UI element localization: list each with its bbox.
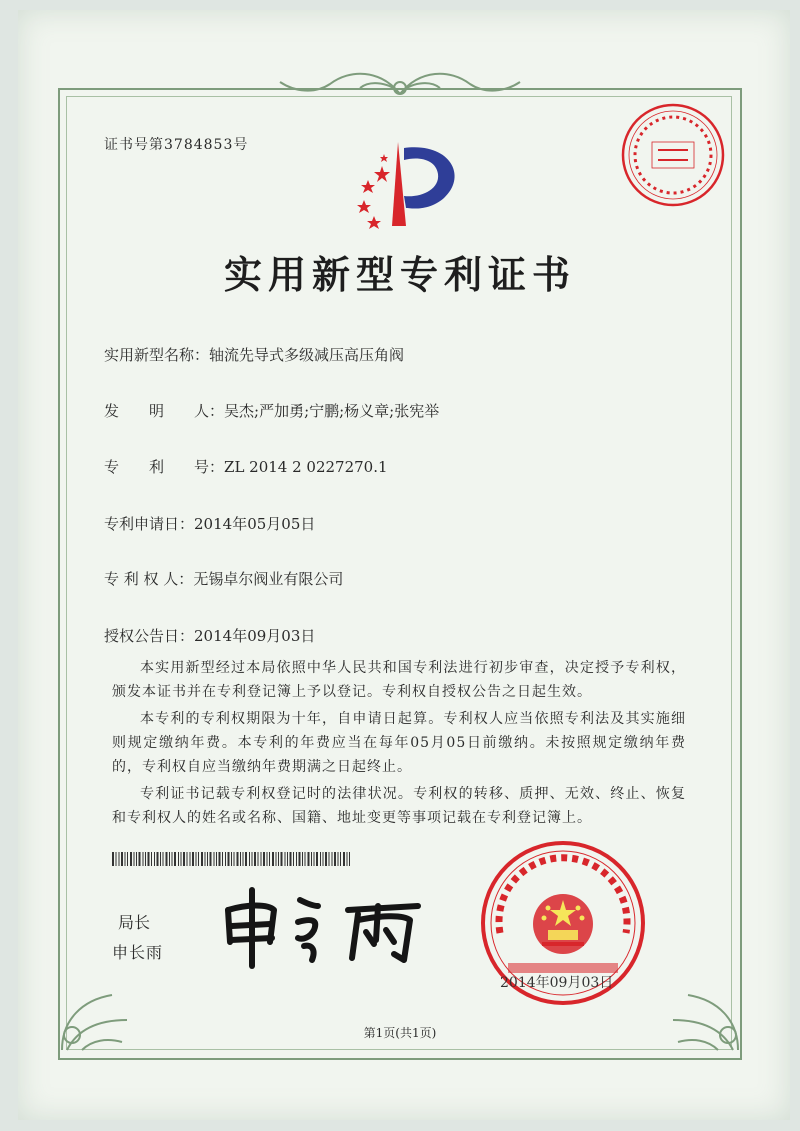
bottom-right-ornament — [658, 980, 748, 1060]
director-signature — [218, 880, 428, 970]
field-label: 发 明 人： — [104, 402, 225, 420]
certificate-title: 实用新型专利证书 — [223, 252, 576, 297]
director-title: 局长 — [118, 913, 151, 932]
seal-date: 2014年09月03日 — [500, 975, 614, 991]
patent-office-logo — [340, 136, 470, 236]
director-name: 申长雨 — [112, 943, 164, 962]
page-number: 第1页(共1页) — [363, 1026, 437, 1040]
certificate-description — [112, 656, 686, 833]
field-label: 专 利 权 人： — [104, 570, 194, 588]
description-paragraph: 专利证书记载专利权登记时的法律状况。专利权的转移、质押、无效、终止、恢复和专利权人的姓名或名称、国籍、地址变更等事项记载在专利登记簿上。 — [112, 786, 686, 826]
field-value: 2014年09月03日 — [194, 627, 316, 645]
field-label: 专 利 号： — [104, 458, 225, 476]
field-value: ZL 2014 2 0227270.1 — [224, 458, 388, 476]
bottom-left-ornament — [52, 980, 142, 1060]
field-label: 授权公告日： — [104, 627, 195, 645]
printing-seal — [618, 100, 728, 210]
field-value: 轴流先导式多级减压高压角阀 — [209, 346, 405, 364]
certificate-number: 证书号第3784853号 — [104, 137, 249, 153]
field-value: 无锡卓尔阀业有限公司 — [193, 570, 344, 588]
field-label: 专利申请日： — [104, 515, 195, 533]
field-patent-number — [104, 456, 388, 477]
field-patentee — [104, 568, 343, 589]
field-label: 实用新型名称： — [104, 346, 210, 364]
field-utility-model-name — [104, 344, 404, 365]
field-grant-date — [104, 625, 315, 646]
field-value: 吴杰;严加勇;宁鹏;杨义章;张宪举 — [224, 402, 440, 420]
description-paragraph: 本专利的专利权期限为十年，自申请日起算。专利权人应当依照专利法及其实施细则规定缴纳年费。本专利的年费应当在每年05月05日前缴纳。未按照规定缴纳年费的，专利权自应当缴纳年费期满之日起终止。 — [112, 711, 686, 775]
top-ornament — [270, 64, 530, 104]
description-paragraph: 本实用新型经过本局依照中华人民共和国专利法进行初步审查，决定授予专利权，颁发本证书并在专利登记簿上予以登记。专利权自授权公告之日起生效。 — [112, 660, 686, 700]
field-value: 2014年05月05日 — [194, 515, 316, 533]
field-application-date — [104, 513, 315, 534]
field-inventors — [104, 400, 439, 421]
barcode — [112, 852, 352, 866]
